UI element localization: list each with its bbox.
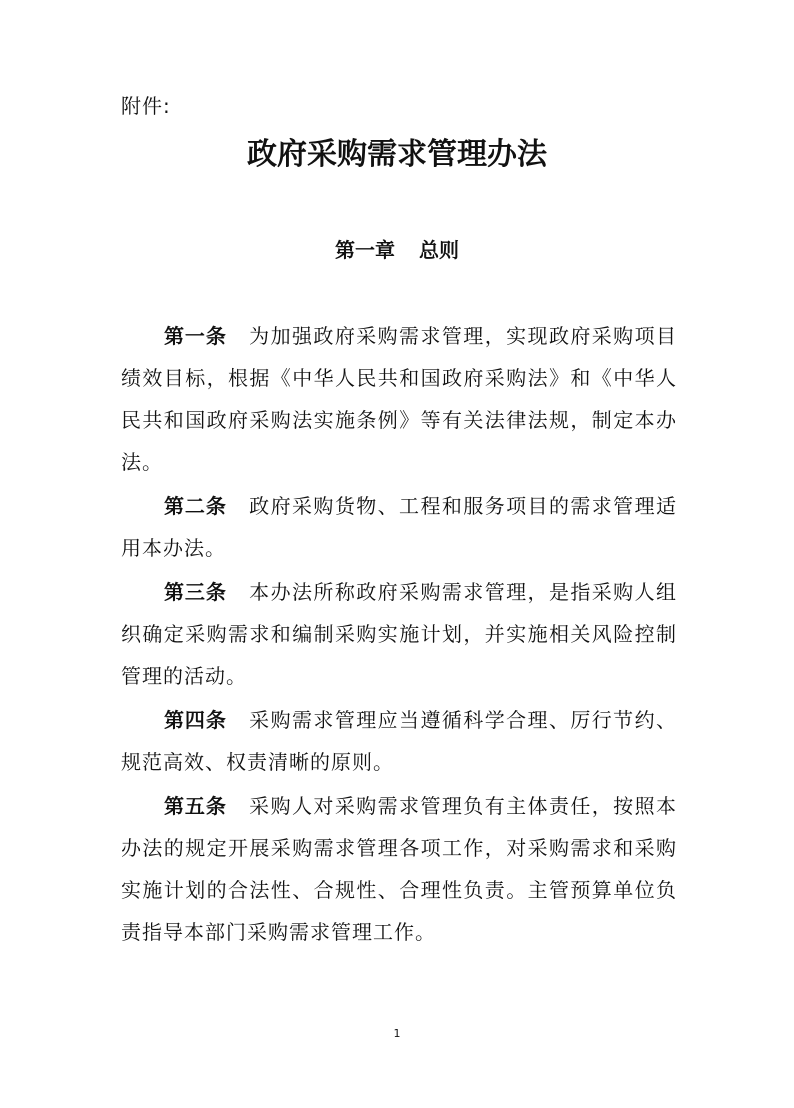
article-3	[121, 571, 677, 697]
article-text: 采购人对采购需求管理负有主体责任，按照本办法的规定开展采购需求管理各项工作，对采购需求和采购实施计划的合法性、合规性、合理性负责。主管预算单位负责指导本部门采购需求管理工作。	[121, 794, 678, 944]
page-number: 1	[393, 1027, 401, 1040]
article-text: 本办法所称政府采购需求管理，是指采购人组织确定采购需求和编制采购实施计划，并实施相关风险控制管理的活动。	[121, 580, 678, 688]
article-text: 为加强政府采购需求管理，实现政府采购项目绩效目标，根据《中华人民共和国政府采购法》和《中华人民共和国政府采购法实施条例》等有关法律法规，制定本办法。	[121, 324, 678, 474]
article-1	[121, 315, 677, 483]
document-body	[121, 315, 677, 955]
document-title: 政府采购需求管理办法	[247, 137, 547, 172]
article-2	[121, 485, 677, 569]
chapter-number: 第一章	[335, 238, 395, 262]
article-number: 第三条	[164, 580, 227, 604]
attachment-label: 附件:	[121, 94, 171, 118]
article-text: 政府采购货物、工程和服务项目的需求管理适用本办法。	[121, 494, 678, 560]
article-text: 采购需求管理应当遵循科学合理、厉行节约、规范高效、权责清晰的原则。	[121, 708, 678, 774]
chapter-heading	[0, 236, 794, 264]
article-number: 第一条	[164, 324, 227, 348]
article-4	[121, 699, 677, 783]
chapter-name: 总则	[419, 238, 459, 262]
article-number: 第五条	[164, 794, 227, 818]
article-number: 第四条	[164, 708, 227, 732]
article-5	[121, 785, 677, 953]
article-number: 第二条	[164, 494, 227, 518]
